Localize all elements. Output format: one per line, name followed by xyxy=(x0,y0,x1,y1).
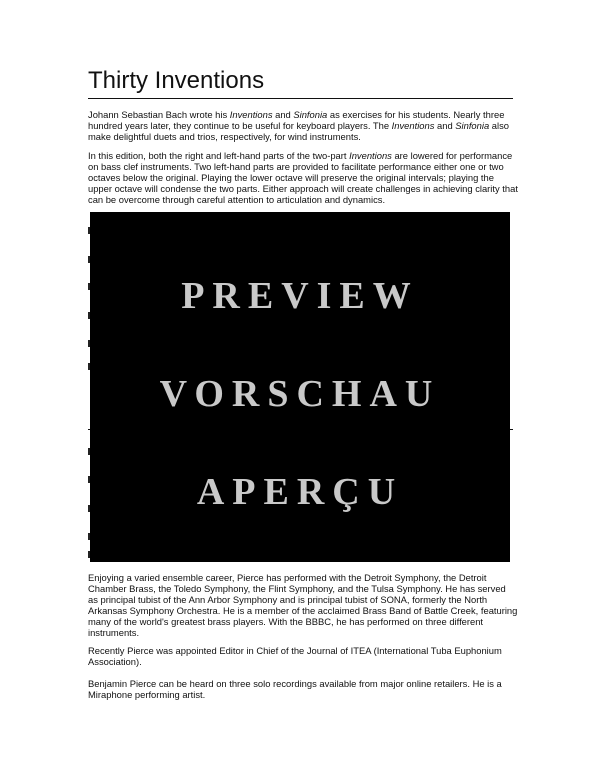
intro-text-5: also make delightful duets and trios, respectively, for wind instruments. xyxy=(88,120,509,142)
intro-text-4: and xyxy=(434,120,456,131)
title-divider xyxy=(88,98,513,99)
page-title: Thirty Inventions xyxy=(88,67,265,94)
intro-italic-inventions: Inventions xyxy=(229,109,273,120)
edition-text-2: are lowered for performance on bass clef instruments. Two left-hand parts are provided to facilitate performance either one or two octaves below the original. Playing the lower octave will preserve the original intervals; playing the upper octave will condense the two parts. Either approach will create challenges in achieving clarity that can be overcome through careful attention to articulation and dynamics. xyxy=(88,150,518,205)
intro-italic-sinfonia: Sinfonia xyxy=(293,109,328,120)
career-paragraph: Enjoying a varied ensemble career, Pierce has performed with the Detroit Symphony, the Detroit Chamber Brass, the Toledo Symphony, the Flint Symphony, and the Tulsa Symphony. He has served as principal tubist of the Ann Arbor Symphony and is principal tubist of SONA, formerly the North Arkansas Symphony Orchestra. He is a member of the acclaimed Brass Band of Battle Creek, featuring many of the world's greatest brass players. With the BBBC, he has performed on three different instruments. xyxy=(88,572,518,638)
watermark-preview: PREVIEW xyxy=(181,275,419,317)
intro-italic-sinfonia-2: Sinfonia xyxy=(455,120,490,131)
edition-italic-inventions: Inventions xyxy=(349,150,392,161)
watermark-vorschau: VORSCHAU xyxy=(159,373,441,415)
edition-text-1: In this edition, both the right and left-hand parts of the two-part xyxy=(88,150,350,161)
edition-paragraph xyxy=(88,150,518,205)
watermark-apercu: APERÇU xyxy=(196,471,404,513)
intro-text-1: Johann Sebastian Bach wrote his xyxy=(88,109,230,120)
preview-watermark-overlay xyxy=(90,212,510,562)
intro-text-2: and xyxy=(272,109,294,120)
recordings-paragraph: Benjamin Pierce can be heard on three solo recordings available from major online retailers. He is a Miraphone performing artist. xyxy=(88,678,502,700)
intro-italic-inventions-2: Inventions xyxy=(391,120,435,131)
intro-text-3: as exercises for his students. Nearly three hundred years later, they continue to be useful for keyboard players. The xyxy=(88,109,505,131)
editor-paragraph: Recently Pierce was appointed Editor in Chief of the Journal of ITEA (International Tuba Euphonium Association). xyxy=(88,645,502,667)
intro-paragraph xyxy=(88,109,518,142)
